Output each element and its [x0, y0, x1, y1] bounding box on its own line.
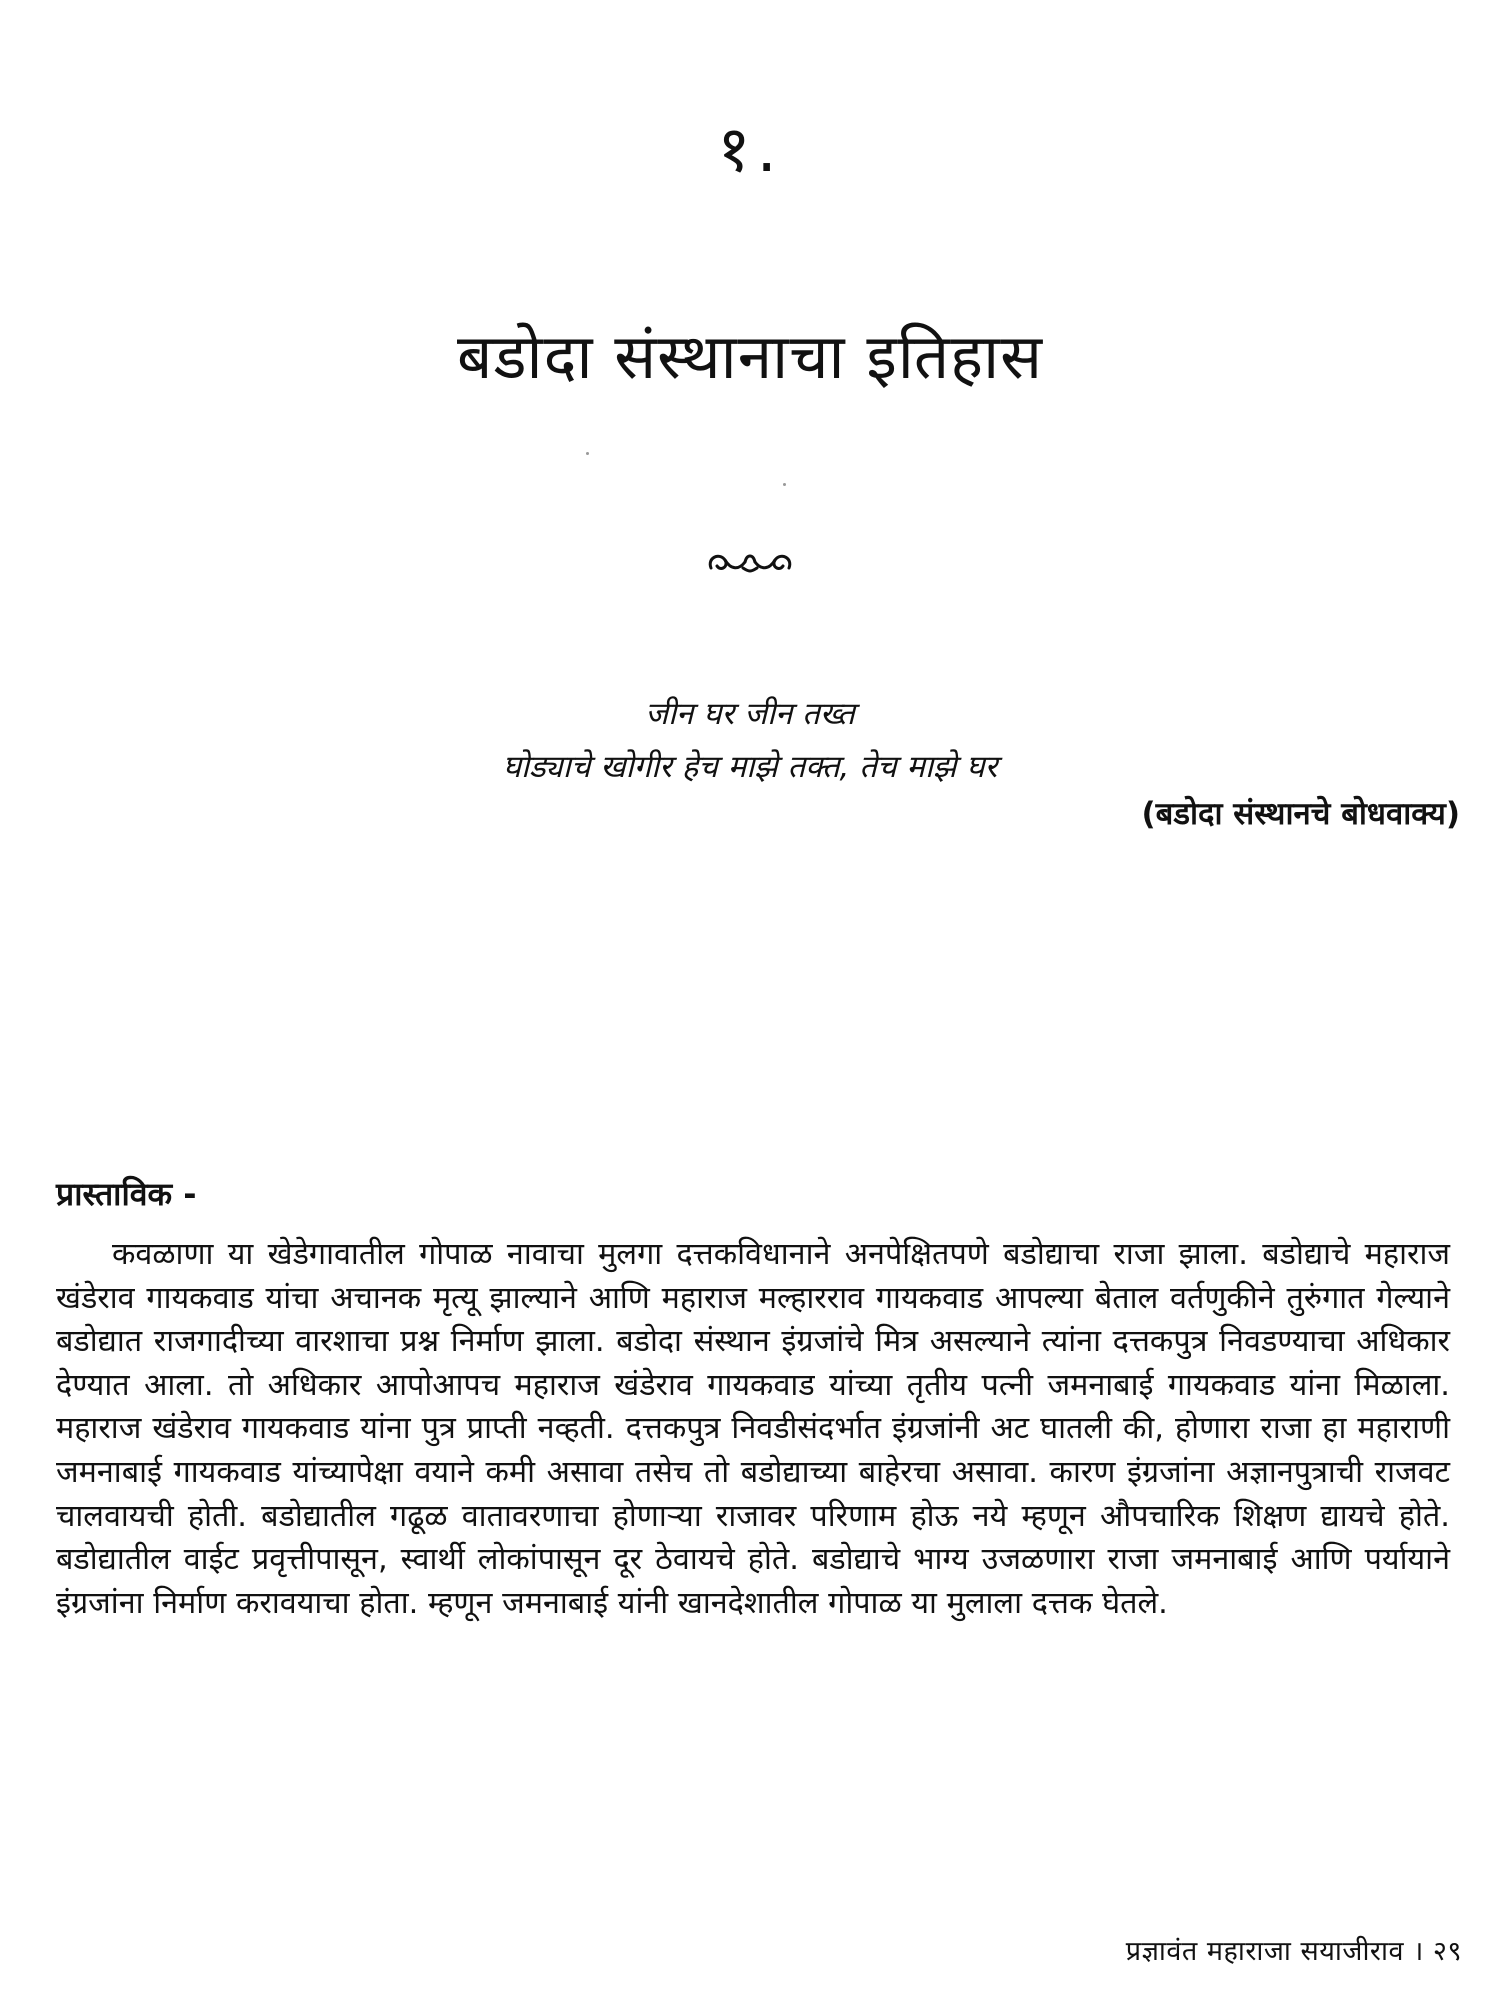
chapter-number: १.	[717, 113, 783, 187]
scan-speck	[586, 452, 589, 455]
epigraph	[0, 688, 1500, 794]
epigraph-source: (बडोदा संस्थानचे बोधवाक्य)	[1141, 796, 1460, 832]
page-footer	[1126, 1933, 1462, 1971]
epigraph-line-1: जीन घर जीन तख्त	[645, 696, 855, 732]
footer-separator: ।	[1413, 1936, 1424, 1967]
decorative-flourish-icon	[705, 548, 795, 576]
epigraph-line-2: घोड्याचे खोगीर हेच माझे तक्त, तेच माझे घर	[502, 749, 998, 785]
ornament	[0, 548, 1500, 580]
footer-page-number: २९	[1432, 1936, 1462, 1967]
footer-book-title: प्रज्ञावंत महाराजा सयाजीराव	[1125, 1936, 1404, 1967]
body-paragraph: कवळाणा या खेडेगावातील गोपाळ नावाचा मुलगा दत्तकविधानाने अनपेक्षितपणे बडोद्याचा राजा झाला. बडोद्याचे महाराज खंडेराव गायकवाड यांचा अचानक मृत्यू झाल्याने आणि महाराज मल्हारराव गायकवाड आपल्या बेताल वर्तणुकीने तुरुंगात गेल्याने बडोद्यात राजगादीच्या वारशाचा प्रश्न निर्माण झाला. बडोदा संस्थान इंग्रजांचे मित्र असल्याने त्यांना दत्तकपुत्र निवडण्याचा अधिकार देण्यात आला. तो अधिकार आपोआपच महाराज खंडेराव गायकवाड यांच्या तृतीय पत्नी जमनाबाई गायकवाड यांना मिळाला. महाराज खंडेराव गायकवाड यांना पुत्र प्राप्ती नव्हती. दत्तकपुत्र निवडीसंदर्भात इंग्रजांनी अट घातली की, होणारा राजा हा महाराणी जमनाबाई गायकवाड यांच्यापेक्षा वयाने कमी असावा तसेच तो बडोद्याच्या बाहेरचा असावा. कारण इंग्रजांना अज्ञानपुत्राची राजवट चालवायची होती. बडोद्यातील गढूळ वातावरणाचा होणाऱ्या राजावर परिणाम होऊ नये म्हणून औपचारिक शिक्षण द्यायचे होते. बडोद्यातील वाईट प्रवृत्तीपासून, स्वार्थी लोकांपासून दूर ठेवायचे होते. बडोद्याचे भाग्य उजळणारा राजा जमनाबाई आणि पर्यायाने इंग्रजांना निर्माण करावयाचा होता. म्हणून जमनाबाई यांनी खानदेशातील गोपाळ या मुलाला दत्तक घेतले.	[56, 1237, 1450, 1621]
scan-speck	[783, 483, 786, 486]
section-heading: प्रास्ताविक -	[56, 1175, 197, 1213]
chapter-title: बडोदा संस्थानाचा इतिहास	[456, 320, 1044, 393]
